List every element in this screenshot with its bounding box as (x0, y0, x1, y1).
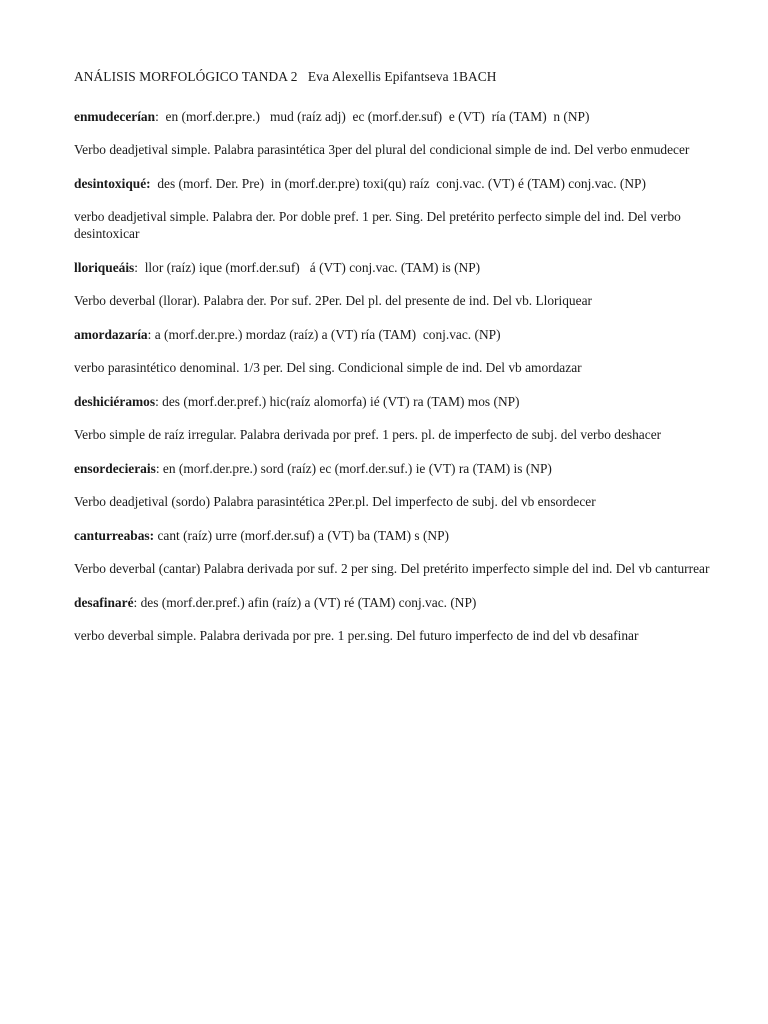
entry (74, 460, 714, 510)
entry-word: desintoxiqué: (74, 176, 151, 191)
entry (74, 393, 714, 443)
entry-analysis (74, 594, 714, 611)
entries-list (74, 108, 714, 644)
entry-word: desafinaré (74, 595, 134, 610)
entry (74, 108, 714, 158)
entry-separator: : (147, 327, 152, 342)
entry-analysis-text: a (morf.der.pre.) mordaz (raíz) a (VT) ría (TAM) conj.vac. (NP) (151, 327, 501, 342)
entry (74, 326, 714, 376)
entry-separator: : (134, 260, 138, 275)
entry-word: enmudecerían (74, 109, 156, 124)
entry-word: deshiciéramos (74, 394, 156, 409)
entry-description: verbo deadjetival simple. Palabra der. Por doble pref. 1 per. Sing. Del pretérito perfecto simple del ind. Del verbo desintoxicar (74, 209, 681, 241)
entry-description: verbo parasintético denominal. 1/3 per. Del sing. Condicional simple de ind. Del vb amordazar (74, 360, 582, 375)
entry-analysis-text: des (morf.der.pref.) afin (raíz) a (VT) ré (TAM) conj.vac. (NP) (137, 595, 477, 610)
entry (74, 259, 714, 309)
entry-word: canturreabas: (74, 528, 155, 543)
document-page (74, 68, 714, 661)
entry-analysis (74, 460, 714, 477)
entry (74, 527, 714, 577)
entry-analysis (74, 175, 714, 192)
entry-analysis-text: en (morf.der.pre.) sord (raíz) ec (morf.der.suf.) ie (VT) ra (TAM) is (NP) (159, 461, 552, 476)
entry-analysis (74, 108, 714, 125)
entry-analysis-text: des (morf. Der. Pre) in (morf.der.pre) toxi(qu) raíz conj.vac. (VT) é (TAM) conj.vac. (NP) (150, 176, 646, 191)
entry-separator: : (155, 394, 159, 409)
entry-separator: : (133, 595, 138, 610)
entry-description: verbo deverbal simple. Palabra derivada por pre. 1 per.sing. Del futuro imperfecto de ind del vb desafinar (74, 628, 639, 643)
entry-analysis (74, 326, 714, 343)
entry-analysis-text: en (morf.der.pre.) mud (raíz adj) ec (morf.der.suf) e (VT) ría (TAM) n (NP) (158, 109, 590, 124)
entry-description: Verbo deverbal (llorar). Palabra der. Por suf. 2Per. Del pl. del presente de ind. Del vb. Lloriquear (74, 293, 592, 308)
entry-analysis-text: cant (raíz) urre (morf.der.suf) a (VT) ba (TAM) s (NP) (154, 528, 449, 543)
entry-description: Verbo deadjetival (sordo) Palabra parasintética 2Per.pl. Del imperfecto de subj. del vb ensordecer (74, 494, 596, 509)
entry-analysis (74, 527, 714, 544)
entry-description: Verbo deverbal (cantar) Palabra derivada por suf. 2 per sing. Del pretérito imperfecto simple del ind. Del vb canturrear (74, 561, 710, 576)
entry (74, 175, 714, 242)
entry-analysis-text: des (morf.der.pref.) hic(raíz alomorfa) ié (VT) ra (TAM) mos (NP) (158, 394, 520, 409)
entry-analysis-text: llor (raíz) ique (morf.der.suf) á (VT) conj.vac. (TAM) is (NP) (138, 260, 481, 275)
entry-word: ensordecierais (74, 461, 156, 476)
entry-analysis (74, 259, 714, 276)
entry-word: lloriqueáis (74, 260, 135, 275)
entry-separator: : (155, 109, 159, 124)
entry-separator: : (155, 461, 160, 476)
entry (74, 594, 714, 644)
entry-description: Verbo deadjetival simple. Palabra parasintética 3per del plural del condicional simple de ind. Del verbo enmudecer (74, 142, 690, 157)
entry-word: amordazaría (74, 327, 148, 342)
entry-description: Verbo simple de raíz irregular. Palabra derivada por pref. 1 pers. pl. de imperfecto de subj. del verbo deshacer (74, 427, 662, 442)
entry-analysis (74, 393, 714, 410)
document-title: ANÁLISIS MORFOLÓGICO TANDA 2 Eva Alexellis Epifantseva 1BACH (74, 69, 497, 84)
